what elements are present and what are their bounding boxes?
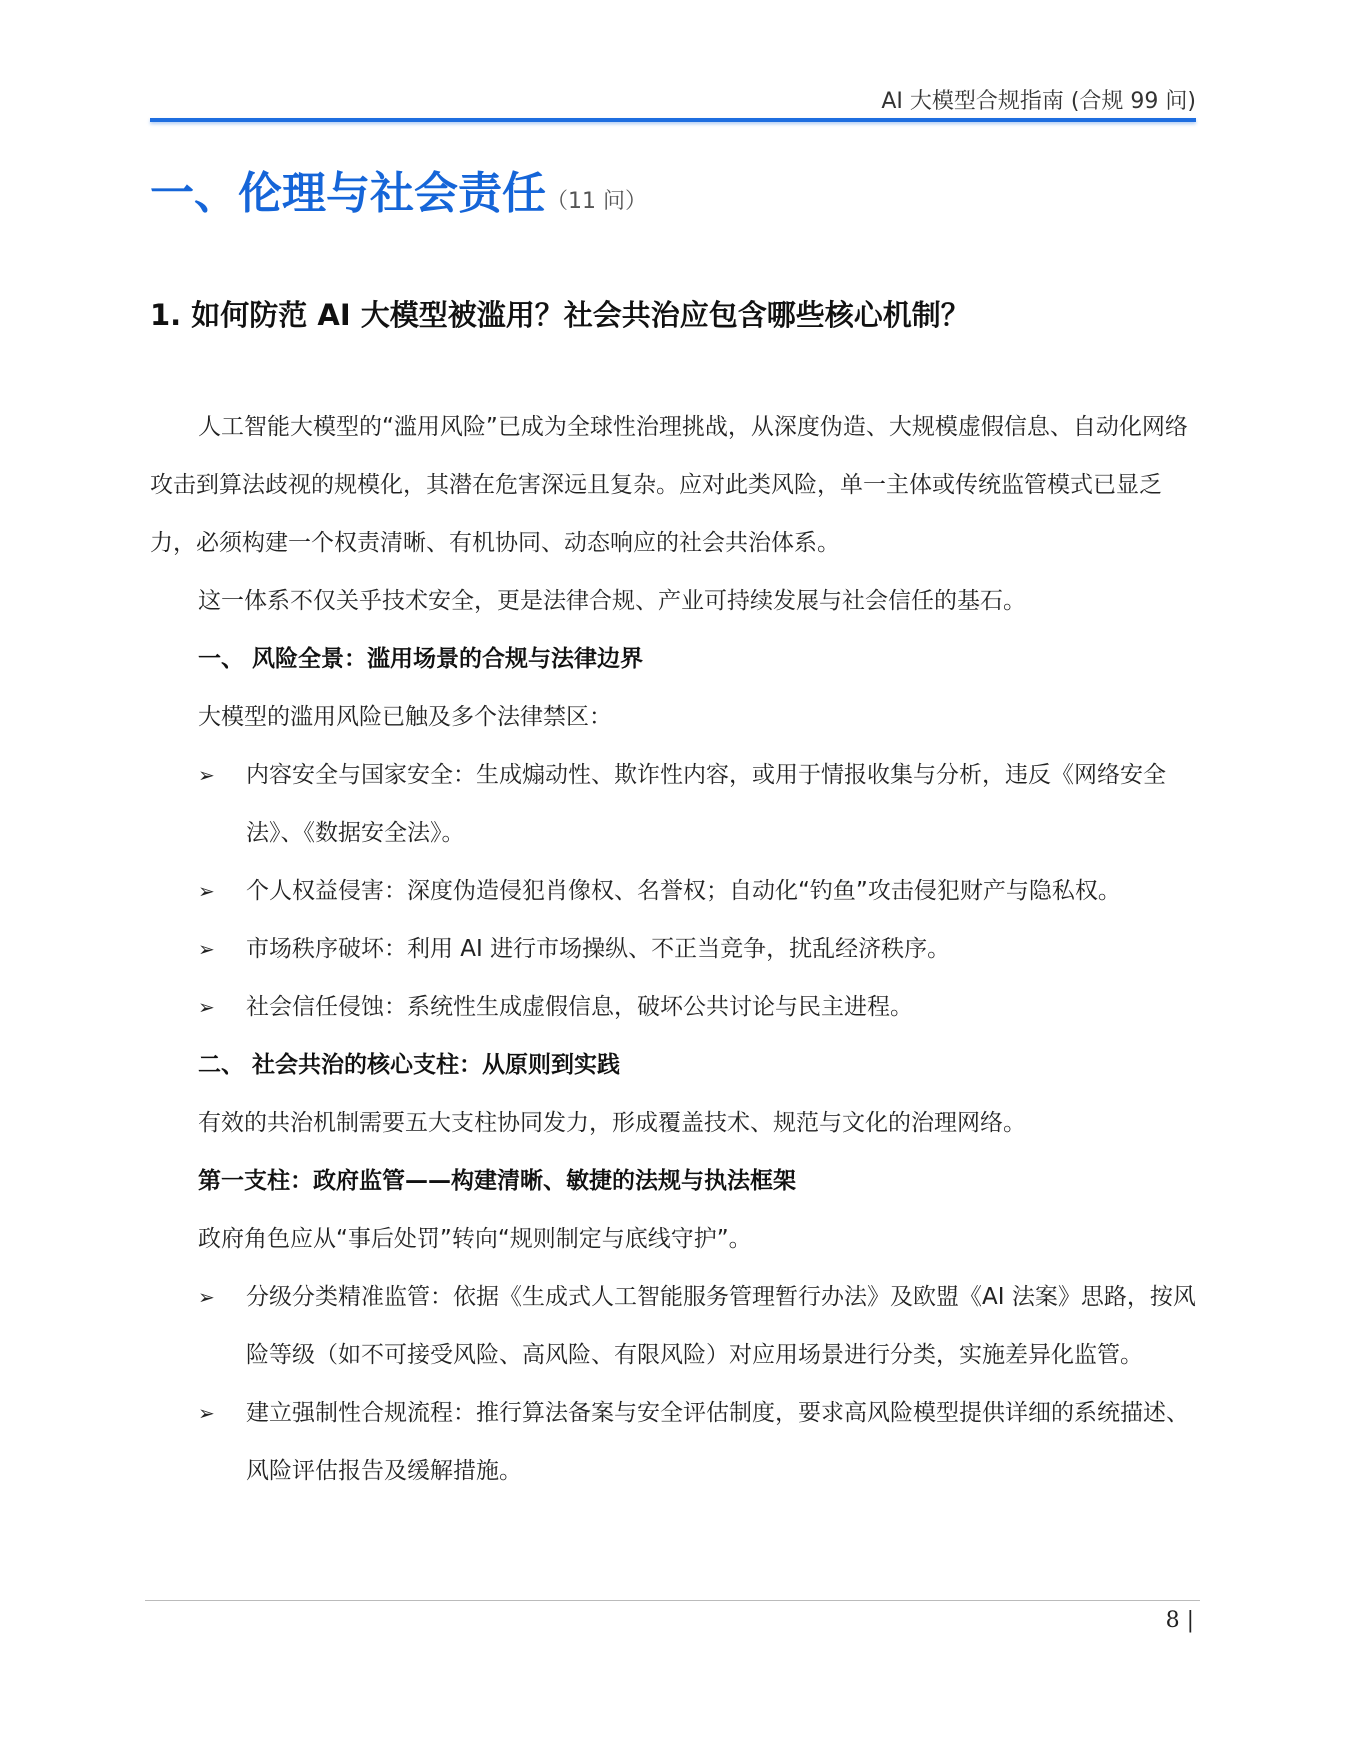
paragraph-intro-2: 这一体系不仅关乎技术安全，更是法律合规、产业可持续发展与社会信任的基石。 — [198, 588, 1026, 614]
arrow-bullet-icon: ➢ — [198, 1401, 215, 1425]
page-number: 8 | — [1165, 1608, 1194, 1633]
arrow-bullet-icon: ➢ — [198, 995, 215, 1019]
list-item — [150, 1384, 1196, 1500]
section-1-heading: 一、 风险全景：滥用场景的合规与法律边界 — [198, 646, 644, 672]
list-item-text: 个人权益侵害：深度伪造侵犯肖像权、名誉权；自动化“钓鱼”攻击侵犯财产与隐私权。 — [246, 878, 1121, 904]
list-item-text: 市场秩序破坏：利用 AI 进行市场操纵、不正当竞争，扰乱经济秩序。 — [246, 936, 951, 962]
section-2-lead: 有效的共治机制需要五大支柱协同发力，形成覆盖技术、规范与文化的治理网络。 — [198, 1110, 1026, 1136]
list-item-text: 内容安全与国家安全：生成煽动性、欺诈性内容，或用于情报收集与分析，违反《网络安全法》、《数据安全法》。 — [246, 762, 1166, 846]
running-header: AI 大模型合规指南 (合规 99 问) — [881, 89, 1196, 114]
arrow-bullet-icon: ➢ — [198, 937, 215, 961]
header-rule — [150, 118, 1196, 122]
chapter-question-count: （11 问） — [546, 189, 647, 214]
arrow-bullet-icon: ➢ — [198, 1285, 215, 1309]
list-item — [150, 1268, 1196, 1384]
list-item — [150, 862, 1196, 920]
footer-rule — [145, 1600, 1200, 1601]
list-item-text: 分级分类精准监管：依据《生成式人工智能服务管理暂行办法》及欧盟《AI 法案》思路，按风险等级（如不可接受风险、高风险、有限风险）对应用场景进行分类，实施差异化监管。 — [246, 1284, 1196, 1368]
body-text — [150, 398, 1196, 1500]
list-item-text: 建立强制性合规流程：推行算法备案与安全评估制度，要求高风险模型提供详细的系统描述、风险评估报告及缓解措施。 — [246, 1400, 1189, 1484]
section-2-heading: 二、 社会共治的核心支柱：从原则到实践 — [198, 1052, 621, 1078]
chapter-title-text: 一、伦理与社会责任 — [150, 168, 546, 219]
list-item-text: 社会信任侵蚀：系统性生成虚假信息，破坏公共讨论与民主进程。 — [246, 994, 913, 1020]
arrow-bullet-icon: ➢ — [198, 879, 215, 903]
list-item — [150, 920, 1196, 978]
list-item — [150, 746, 1196, 862]
pillar-1-heading: 第一支柱：政府监管——构建清晰、敏捷的法规与执法框架 — [198, 1168, 796, 1194]
list-item — [150, 978, 1196, 1036]
arrow-bullet-icon: ➢ — [198, 763, 215, 787]
pillar-1-lead: 政府角色应从“事后处罚”转向“规则制定与底线守护”。 — [198, 1226, 752, 1252]
section-1-lead: 大模型的滥用风险已触及多个法律禁区： — [198, 704, 612, 730]
question-title: 1. 如何防范 AI 大模型被滥用？社会共治应包含哪些核心机制？ — [150, 298, 970, 332]
chapter-title — [150, 168, 647, 219]
paragraph-intro-1: 人工智能大模型的“滥用风险”已成为全球性治理挑战，从深度伪造、大规模虚假信息、自动化网络攻击到算法歧视的规模化，其潜在危害深远且复杂。应对此类风险，单一主体或传统监管模式已显乏力，必须构建一个权责清晰、有机协同、动态响应的社会共治体系。 — [150, 414, 1188, 556]
